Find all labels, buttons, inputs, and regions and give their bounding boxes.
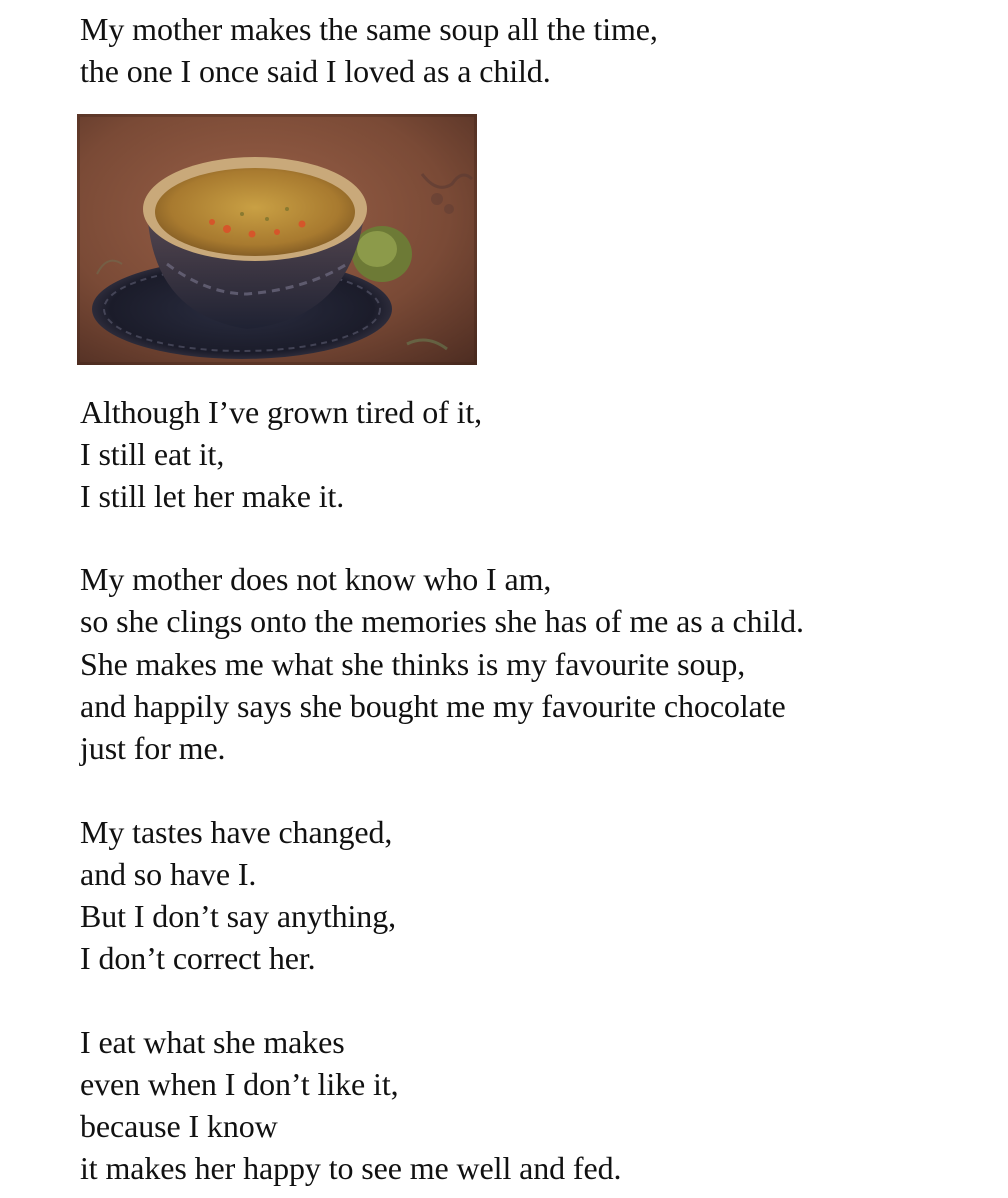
poem-line: I eat what she makes <box>80 1024 345 1060</box>
soup-bowl-photo <box>77 114 477 365</box>
poem-line: Although I’ve grown tired of it, <box>80 394 483 430</box>
poem-line: I still let her make it. <box>80 478 345 514</box>
poem-line: even when I don’t like it, <box>80 1066 399 1102</box>
poem-line: just for me. <box>80 730 226 766</box>
poem-line: and so have I. <box>80 856 257 892</box>
poem-line: and happily says she bought me my favourite chocolate <box>80 688 786 724</box>
poem-line: I still eat it, <box>80 436 225 472</box>
poem-line: My mother does not know who I am, <box>80 561 552 597</box>
poem-line: She makes me what she thinks is my favourite soup, <box>80 646 746 682</box>
poem-line: it makes her happy to see me well and fed. <box>80 1150 622 1186</box>
poem-line: But I don’t say anything, <box>80 898 397 934</box>
poem-line: I don’t correct her. <box>80 940 316 976</box>
poem-line: because I know <box>80 1108 278 1144</box>
poem-line: My tastes have changed, <box>80 814 393 850</box>
poem-line: so she clings onto the memories she has of me as a child. <box>80 603 804 639</box>
poem-line: the one I once said I loved as a child. <box>80 53 551 89</box>
poem-line: My mother makes the same soup all the time, <box>80 11 658 47</box>
